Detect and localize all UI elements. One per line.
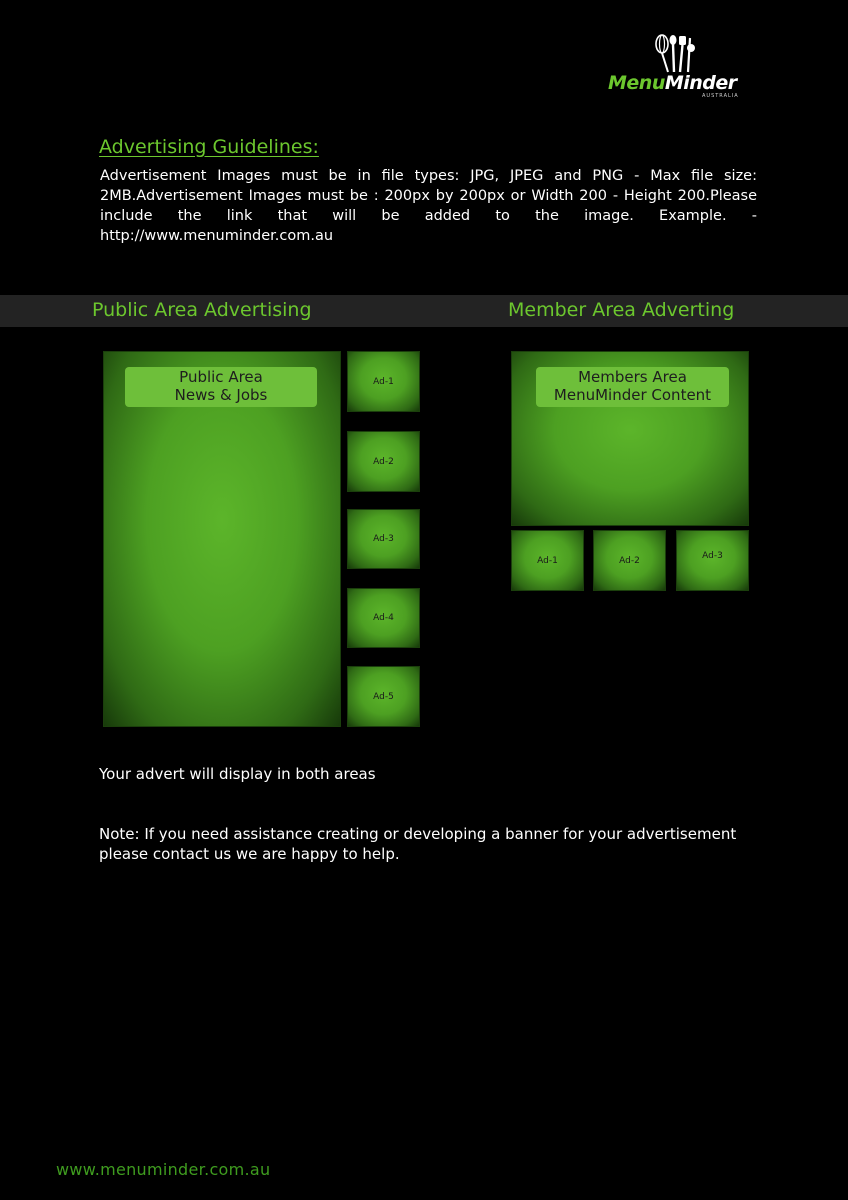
logo-word-minder: Minder	[664, 72, 737, 94]
member-ad-slot: Ad-1	[511, 530, 584, 591]
public-ad-slot: Ad-4	[347, 588, 420, 648]
guidelines-body: Advertisement Images must be in file types: JPG, JPEG and PNG - Max file size: 2MB.Advertisement Images must be : 200px by 200px or Width 200 - Height 200.Please include the link that will be added to the image. Example. - http://www.menuminder.com.au	[100, 168, 757, 244]
member-area-main-label	[536, 367, 729, 407]
logo-subtitle: AUSTRALIA	[702, 93, 739, 99]
member-area-heading: Member Area Adverting	[508, 299, 735, 321]
public-ad-slot: Ad-1	[347, 351, 420, 412]
public-ad-slot: Ad-5	[347, 666, 420, 727]
public-ad-slot: Ad-3	[347, 509, 420, 569]
member-area-label-line1: Members Area	[578, 368, 687, 386]
member-area-label-line2: MenuMinder Content	[553, 386, 712, 404]
public-area-main-box	[103, 351, 341, 727]
public-area-heading: Public Area Advertising	[92, 299, 312, 321]
public-ad-slot: Ad-2	[347, 431, 420, 492]
kitchen-utensils-icon	[652, 34, 698, 74]
logo-wordmark	[608, 72, 737, 94]
public-area-label-line1: Public Area	[179, 368, 263, 386]
footer-url[interactable]: www.menuminder.com.au	[56, 1160, 271, 1179]
public-area-main-label	[125, 367, 317, 407]
logo-word-menu: Menu	[608, 72, 665, 94]
member-ad-slot: Ad-3	[676, 530, 749, 591]
menuminder-logo	[606, 34, 756, 104]
assistance-note: Note: If you need assistance creating or developing a banner for your advertisement please contact us we are happy to help.	[99, 825, 737, 863]
member-ad-slot: Ad-2	[593, 530, 666, 591]
public-area-label-line2: News & Jobs	[174, 386, 268, 404]
guidelines-title: Advertising Guidelines:	[99, 136, 319, 158]
display-note: Your advert will display in both areas	[99, 765, 376, 783]
